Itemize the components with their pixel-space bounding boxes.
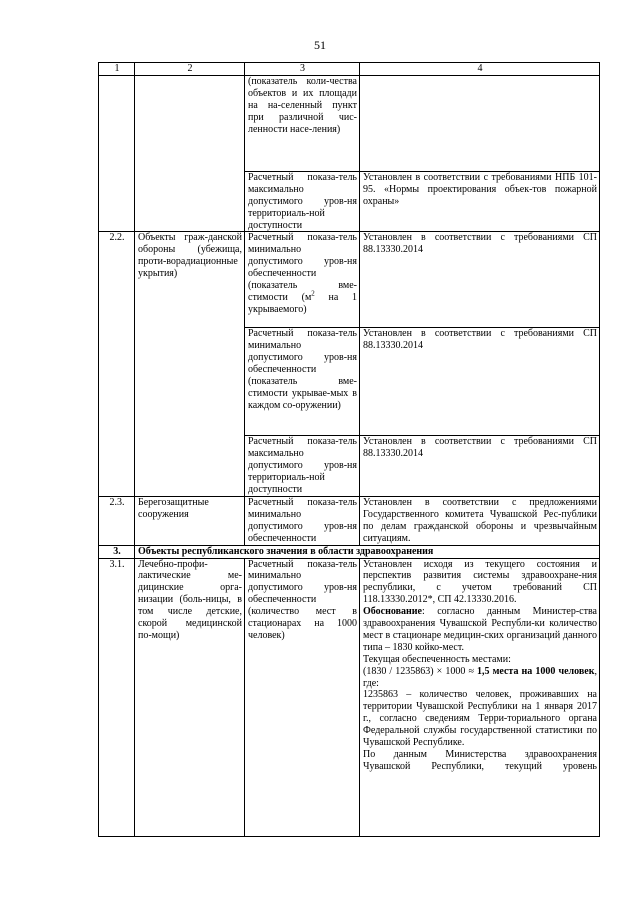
header-col-2: 2: [135, 63, 245, 76]
row-number: 2.3.: [99, 496, 135, 545]
row-indicator: Расчетный показа-тель минимально допустимого уров-ня обеспеченности: [245, 496, 360, 545]
basis-paragraph: Установлен исходя из текущего состояния и перспектив развития системы здравоохране-ния республики, с учетом требований СП 118.13330.2012*, СП 42.13330.2016.: [363, 558, 597, 606]
row-object: [135, 75, 245, 232]
row-basis: Установлен в соответствии с требованиями НПБ 101-95. «Нормы проектирования объек-тов пожарной охраны»: [360, 171, 600, 232]
section-row: [99, 545, 600, 558]
section-number: 3.: [99, 545, 135, 558]
row-indicator: Расчетный показа-тель минимально допустимого уров-ня обеспеченности (показатель вме-стимости укрывае-мых в каждом со-оружении): [245, 328, 360, 436]
row-indicator: Расчетный показа-тель максимально допустимого уров-ня территориаль-ной доступности: [245, 171, 360, 232]
row-object: Объекты граж-данской обороны (убежища, проти-ворадиационные укрытия): [135, 232, 245, 497]
row-basis: Установлен в соответствии с требованиями СП 88.13330.2014: [360, 232, 600, 328]
basis-paragraph: Обоснование: согласно данным Министер-ства здравоохранения Чувашской Республи-ки количество мест в стационаре медицин-ских организаций данного типа – 1830 койко-мест.: [363, 606, 597, 653]
table-header-row: [99, 63, 600, 76]
row-indicator: Расчетный показа-тель максимально допустимого уров-ня территориаль-ной доступности: [245, 436, 360, 497]
page-number: 51: [314, 38, 326, 52]
row-indicator: Расчетный показа-тель минимально допустимого уров-ня обеспеченности (количество мест в стационарах на 1000 человек): [245, 558, 360, 836]
basis-paragraph: 1235863 – количество человек, проживавших на территории Чувашской Республики на 1 января 2017 г., согласно сведениям Терри-ториального органа Федеральной службы государственной статистики по Чувашской Республике.: [363, 689, 597, 749]
row-number: 3.1.: [99, 558, 135, 836]
table-row: [99, 75, 600, 171]
row-basis: Установлен в соответствии с требованиями СП 88.13330.2014: [360, 436, 600, 497]
basis-paragraph: Текущая обеспеченность местами:: [363, 653, 511, 665]
basis-formula: (1830 / 1235863) × 1000 ≈ 1,5 места на 1000 человек, где:: [363, 665, 597, 689]
row-object: Лечебно-профи-лактические ме-дицинские орга-низации (боль-ницы, в том числе детские, скорой медицинской по-мощи): [135, 558, 245, 836]
row-basis: Установлен в соответствии с требованиями СП 88.13330.2014: [360, 328, 600, 436]
table-row: [99, 232, 600, 328]
row-number: 2.2.: [99, 232, 135, 497]
row-basis: [360, 558, 600, 836]
header-col-4: 4: [360, 63, 600, 76]
row-number: [99, 75, 135, 232]
header-col-3: 3: [245, 63, 360, 76]
table-row: [99, 558, 600, 836]
row-indicator: (показатель коли-чества объектов и их площади на на-селенный пункт при различной чис-ленности насе-ления): [245, 75, 360, 171]
row-indicator: Расчетный показа-тель минимально допустимого уров-ня обеспеченности (показатель вме-стимости ($м^2$ на 1 укрываемого): [245, 232, 360, 328]
row-basis: Установлен в соответствии с предложениями Государственного комитета Чувашской Рес-публики по делам гражданской обороны и чрезвычайным ситуациям.: [360, 496, 600, 545]
row-object: Берегозащитные сооружения: [135, 496, 245, 545]
header-col-1: 1: [99, 63, 135, 76]
basis-paragraph: По данным Министерства здравоохранения Чувашской Республики, текущий уровень: [363, 749, 597, 772]
section-title: Объекты республиканского значения в области здравоохранения: [135, 545, 600, 558]
row-basis: [360, 75, 600, 171]
norms-table: [98, 62, 600, 837]
table-row: [99, 496, 600, 545]
